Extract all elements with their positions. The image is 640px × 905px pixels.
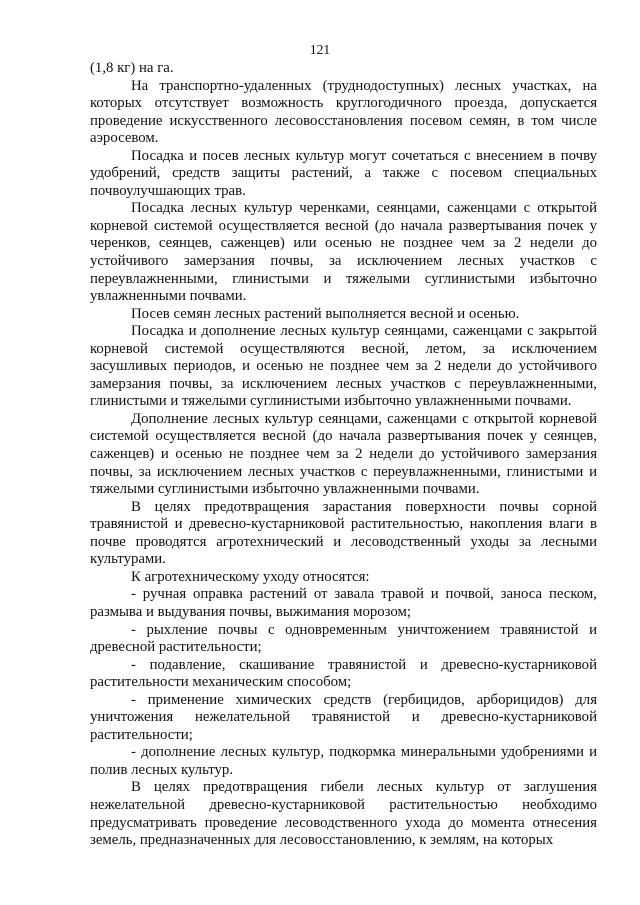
- page-number: 121: [309, 42, 331, 57]
- paragraph: На транспортно-удаленных (труднодоступных) лесных участках, на которых отсутствует возможность круглогодичного проезда, допускается проведение искусственного лесовосстановления посевом семян, в том числе аэросевом.: [90, 77, 597, 147]
- paragraph: В целях предотвращения зарастания поверхности почвы сорной травянистой и древесно-кустарниковой растительностью, накопления влаги в почве проводятся агротехнический и лесоводственный уходы за лесными культурами.: [90, 498, 597, 568]
- paragraph: Посадка и посев лесных культур могут сочетаться с внесением в почву удобрений, средств защиты растений, а также с посевом специальных почвоулучшающих трав.: [90, 147, 597, 199]
- list-item: - дополнение лесных культур, подкормка минеральными удобрениями и полив лесных культур.: [90, 744, 597, 778]
- paragraph: (1,8 кг) на га.: [90, 60, 174, 76]
- list-item: - рыхление почвы с одновременным уничтожением травянистой и древесной растительности;: [90, 621, 597, 656]
- document-body: [90, 60, 597, 850]
- paragraph: В целях предотвращения гибели лесных культур от заглушения нежелательной древесно-кустарниковой растительностью необходимо предусматривать проведение лесоводственного ухода до момента отнесения земель, предназначенных для лесовосстановлению, к землям, на которых: [90, 779, 597, 849]
- paragraph: Дополнение лесных культур сеянцами, саженцами с открытой корневой системой осуществляется весной (до начала развертывания почек у сеянцев, саженцев) и осенью не позднее чем за 2 недели до устойчивого замерзания почвы, за исключением лесных участков с переувлажненными, глинистыми и тяжелыми суглинистыми избыточно увлажненными почвами.: [90, 410, 597, 498]
- list-item: - ручная оправка растений от завала травой и почвой, заноса песком, размыва и выдувания почвы, выжимания морозом;: [90, 586, 597, 620]
- paragraph: Посадка лесных культур черенками, сеянцами, саженцами с открытой корневой системой осуществляется весной (до начала развертывания почек у черенков, сеянцев, саженцев) или осенью не позднее чем за 2 недели до устойчивого замерзания почвы, за исключением лесных участков с переувлажненными, глинистыми и тяжелыми суглинистыми избыточно увлажненными почвами.: [90, 200, 597, 305]
- list-item: - подавление, скашивание травянистой и древесно-кустарниковой растительности механическим способом;: [90, 656, 597, 691]
- list-item: - применение химических средств (гербицидов, арборицидов) для уничтожения нежелательной травянистой и древесно-кустарниковой растительности;: [90, 691, 597, 743]
- paragraph: К агротехническому уходу относятся:: [131, 568, 370, 585]
- paragraph: Посадка и дополнение лесных культур сеянцами, саженцами с закрытой корневой системой осуществляются весной, летом, за исключением засушливых периодов, и осенью не позднее чем за 2 недели до устойчивого замерзания почвы, за исключением лесных участков с переувлажненными, глинистыми и тяжелыми суглинистыми избыточно увлажненными почвами.: [90, 323, 597, 410]
- paragraph: Посев семян лесных растений выполняется весной и осенью.: [131, 305, 520, 322]
